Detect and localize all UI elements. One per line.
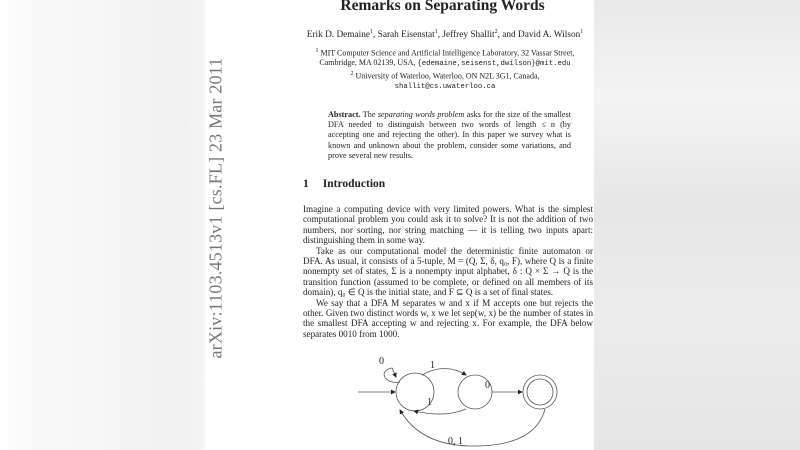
arxiv-stamp: arXiv:1103.4513v1 [cs.FL] 23 Mar 2011: [205, 57, 226, 359]
viewer-right-margin: [594, 0, 800, 450]
paragraph: We say that a DFA M separates w and x if M accepts one but rejects the other. Given two distinct words w, x we let sep(w, x) be the number of states in the smallest DFA accepting w and rejecting x. For example, the DFA below separates 0010 from 1000.: [303, 297, 593, 339]
abstract-label: Abstract.: [328, 110, 361, 119]
state-q2-accept-ring: [527, 379, 553, 405]
label-q0-q1: 1: [430, 360, 435, 371]
aff-text: Cambridge, MA 02139, USA,: [319, 58, 418, 68]
paper-title: Remarks on Separating Words: [340, 0, 545, 14]
author: Erik D. Demaine: [306, 30, 370, 41]
body-text: [303, 204, 593, 339]
abstract-text: asks for the size of the smallest DFA needed to distinguish between two words of length ≤ n (by accepting one and rejecting the other). In this paper we survey what is known and unknown about the problem, consider some variations, and prove several new results.: [328, 110, 571, 160]
state-q2: [523, 375, 557, 409]
viewer-left-margin: [0, 0, 205, 450]
email-link[interactable]: shallit@cs.uwaterloo.ca: [394, 82, 496, 91]
edge-q2-q0: [400, 409, 545, 446]
aff-text: MIT Computer Science and Artificial Intelligence Laboratory, 32 Vassar Street,: [320, 48, 575, 58]
author-sup: 1: [580, 29, 584, 35]
label-self-loop: 0: [379, 356, 384, 367]
aff-sup: 2: [350, 70, 354, 77]
edge-q0-q1: [422, 369, 466, 376]
section-heading: [303, 178, 399, 190]
affiliations: [300, 47, 590, 92]
label-q1-q0: 1: [427, 397, 432, 408]
abstract-text: The: [362, 110, 378, 119]
aff-text: University of Waterloo, Waterloo, ON N2L 3G1, Canada,: [355, 71, 540, 81]
author: Jeffrey Shallit: [442, 30, 495, 41]
label-q2-q0: 0, 1: [448, 436, 463, 447]
paragraph: Take as our computational model the deterministic finite automaton or DFA. As usual, it consists of a 5-tuple, M = (Q, Σ, δ, q₀, F), where Q is a finite nonempty set of states, Σ is a nonempty input alphabet, δ : Q × Σ → Q is the transition function (assumed to be complete, or defined on all members of its domain), q₀ ∈ Q is the initial state, and F ⊆ Q is a set of final states.: [303, 245, 593, 298]
abstract: [328, 110, 571, 161]
self-loop-edge: [384, 368, 400, 382]
label-q1-q2: 0: [485, 380, 490, 391]
author: David A. Wilson: [518, 30, 581, 41]
author-sup: 2: [494, 29, 498, 35]
aff-sup: 1: [315, 48, 319, 54]
affiliation-2: [300, 70, 590, 93]
section-number: 1: [303, 178, 309, 190]
section-title: Introduction: [322, 178, 386, 190]
abstract-em: separating words problem: [377, 110, 465, 119]
affiliation-1: [300, 47, 590, 70]
email-link[interactable]: {edemaine,seisenst,dwilson}@mit.edu: [417, 60, 571, 69]
author-list: Erik D. Demaine$^1$, Sarah Eisenstat$^1$, Jeffrey Shallit$^2$, and David A. Wilson$^1$: [306, 29, 584, 41]
author: Sarah Eisenstat: [377, 30, 435, 41]
author-sup: 1: [370, 29, 373, 35]
author-sup: 1: [434, 29, 438, 35]
paragraph: Imagine a computing device with very limited powers. What is the simplest computational problem you could ask it to solve? It is not the addition of two numbers, nor sorting, nor string matching — it is telling two inputs apart: distinguishing them in some way.: [303, 204, 593, 246]
dfa-diagram: [340, 350, 570, 450]
